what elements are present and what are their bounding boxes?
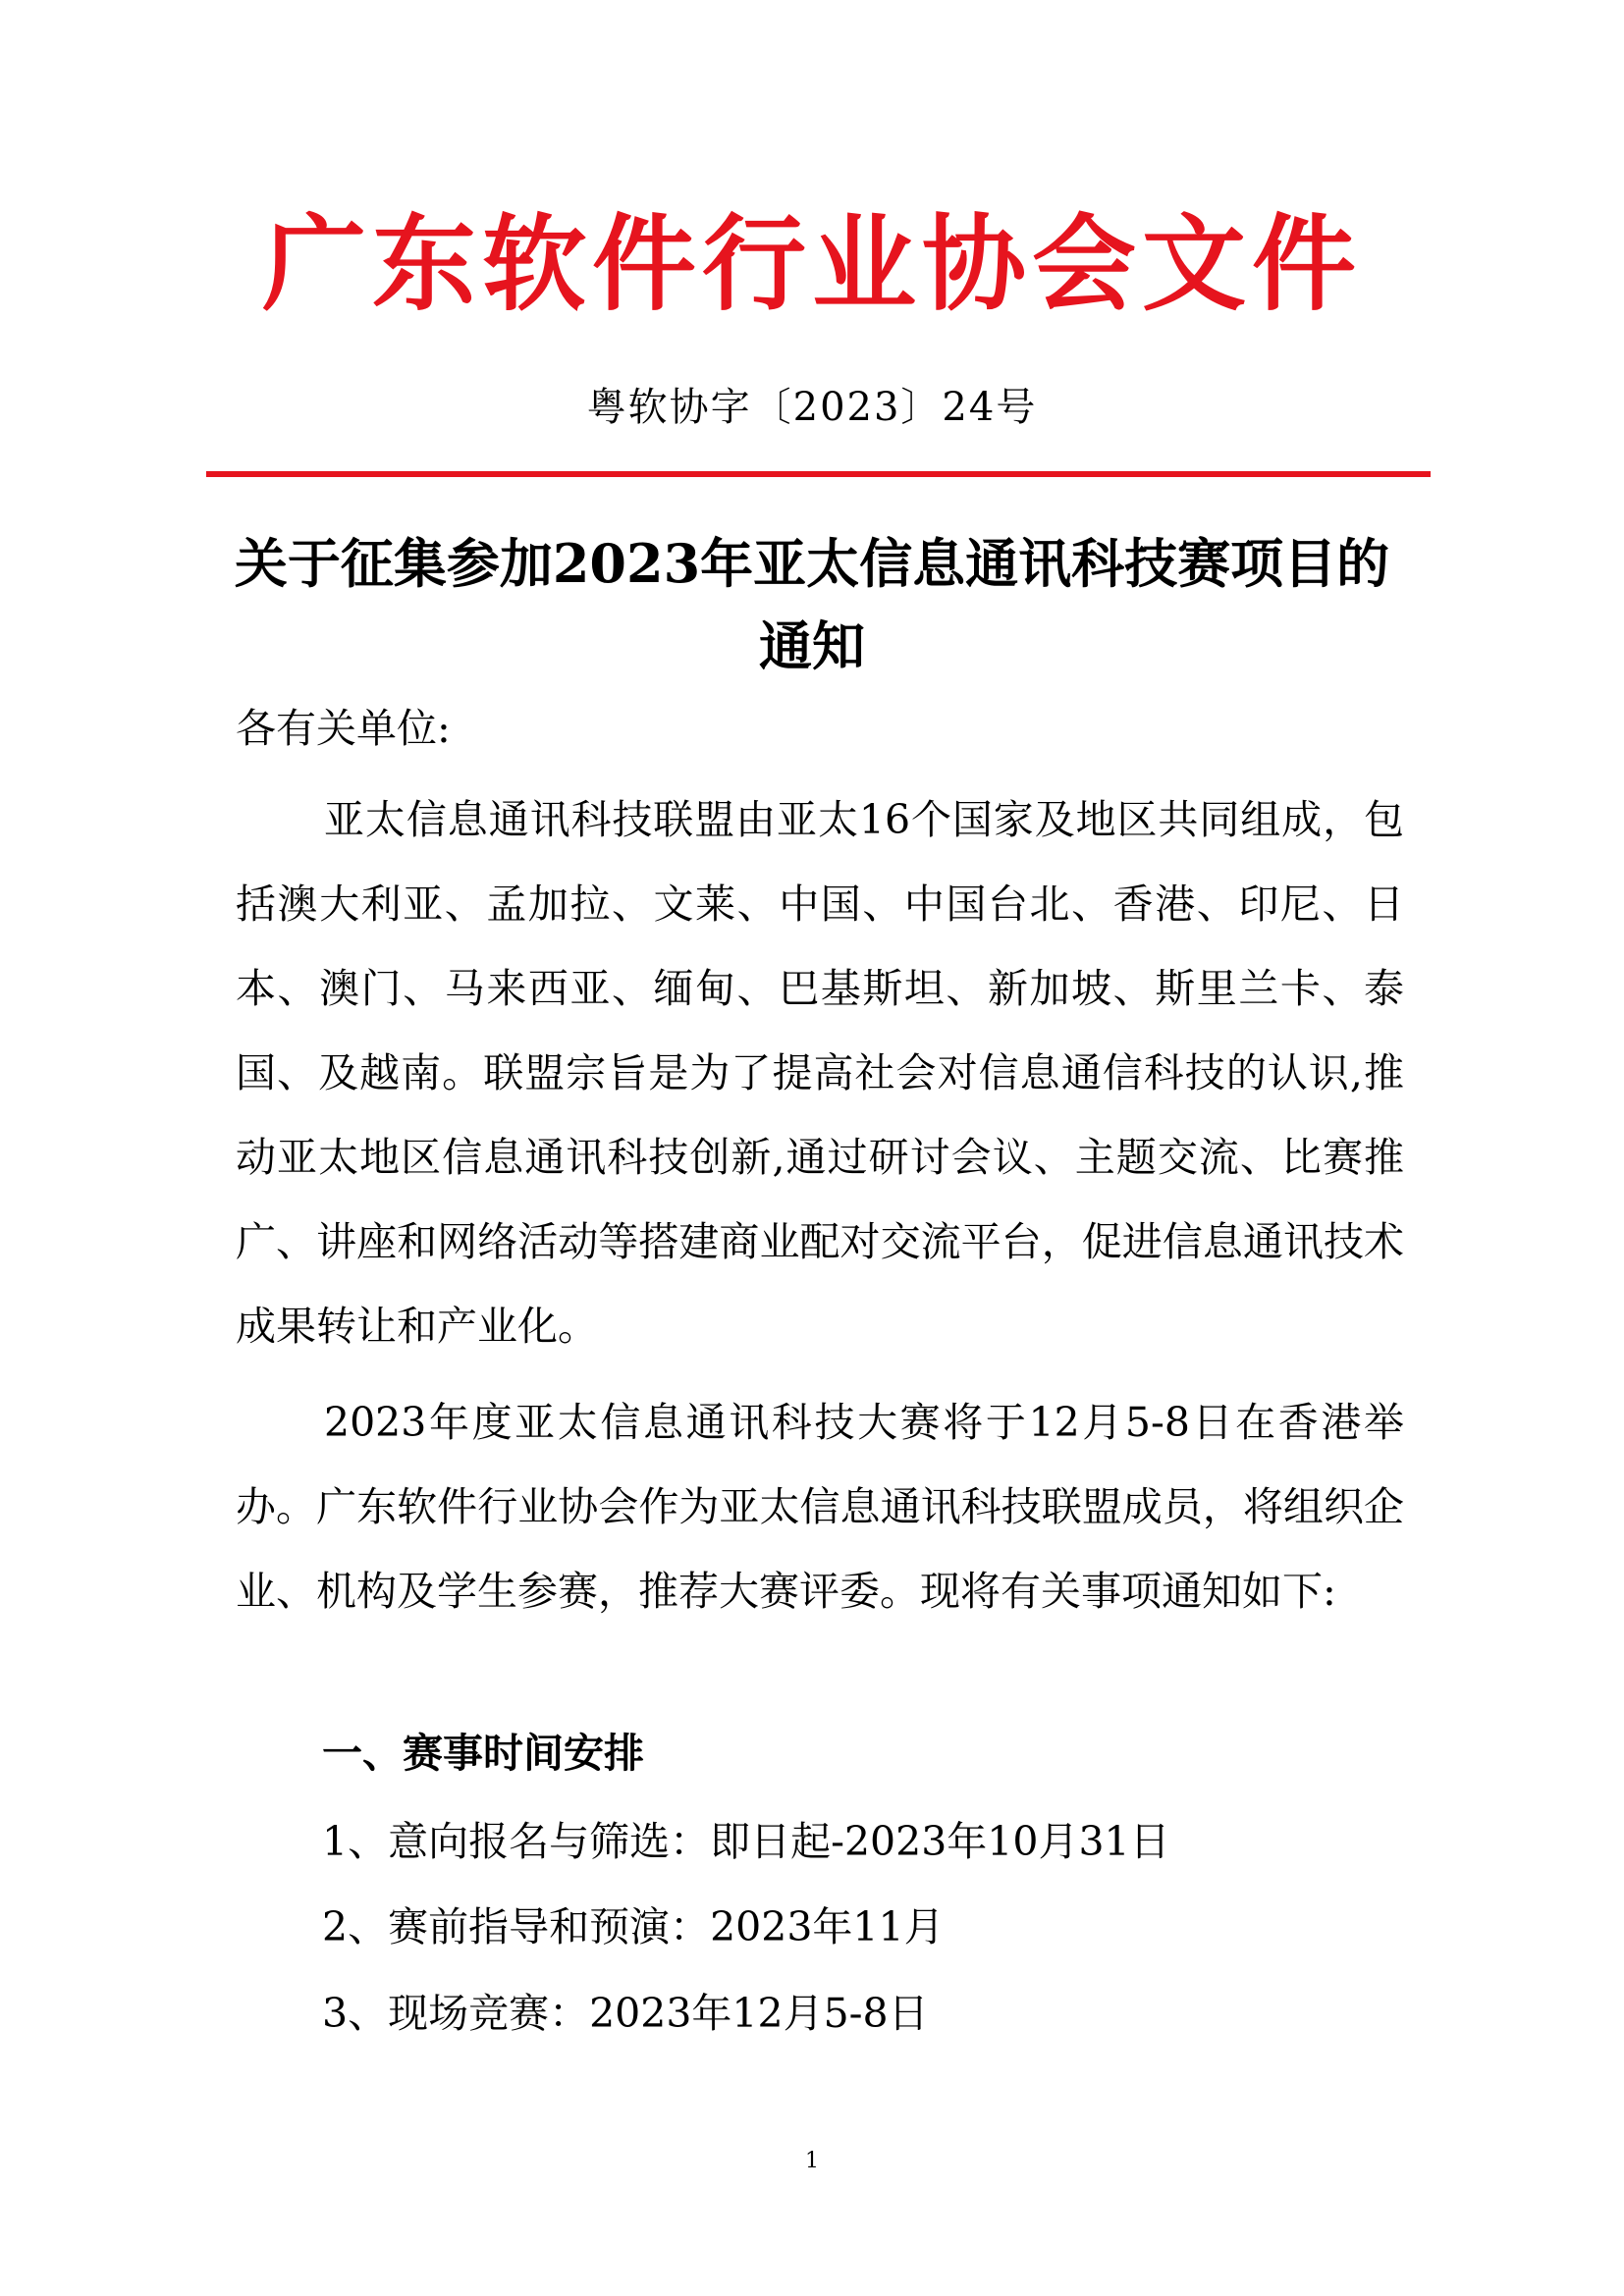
page-number: 1 — [805, 2149, 819, 2173]
section-heading-schedule: 一、赛事时间安排 — [322, 1730, 644, 1777]
salutation: 各有关单位: — [236, 705, 451, 752]
body-paragraph-alliance: 亚太信息通讯科技联盟由亚太16个国家及地区共同组成，包括澳大利亚、孟加拉、文莱、中国、中国台北、香港、印尼、日本、澳门、马来西亚、缅甸、巴基斯坦、新加坡、斯里兰卡、泰国、及越南。联盟宗旨是为了提高社会对信息通信科技的认识,推动亚太地区信息通讯科技创新,通过研讨会议、主题交流、比赛推广、讲座和网络活动等搭建商业配对交流平台，促进信息通讯技术成果转让和产业化。 — [236, 796, 1404, 1350]
document-number: 粤软协字〔2023〕24号 — [586, 385, 1038, 430]
schedule-item: 3、现场竞赛：2023年12月5-8日 — [322, 1990, 929, 2037]
schedule-item: 2、赛前指导和预演：2023年11月 — [322, 1903, 945, 1950]
body-paragraph-contest: 2023年度亚太信息通讯科技大赛将于12月5-8日在香港举办。广东软件行业协会作为亚太信息通讯科技联盟成员，将组织企业、机构及学生参赛，推荐大赛评委。现将有关事项通知如下: — [236, 1399, 1404, 1615]
schedule-item: 1、意向报名与筛选：即日起-2023年10月31日 — [322, 1818, 1170, 1865]
red-divider-line — [206, 471, 1431, 477]
organization-document-header: 广东软件行业协会文件 — [262, 202, 1362, 325]
notice-title: 关于征集参加2023年亚太信息通讯科技赛项目的通知 — [234, 532, 1390, 677]
